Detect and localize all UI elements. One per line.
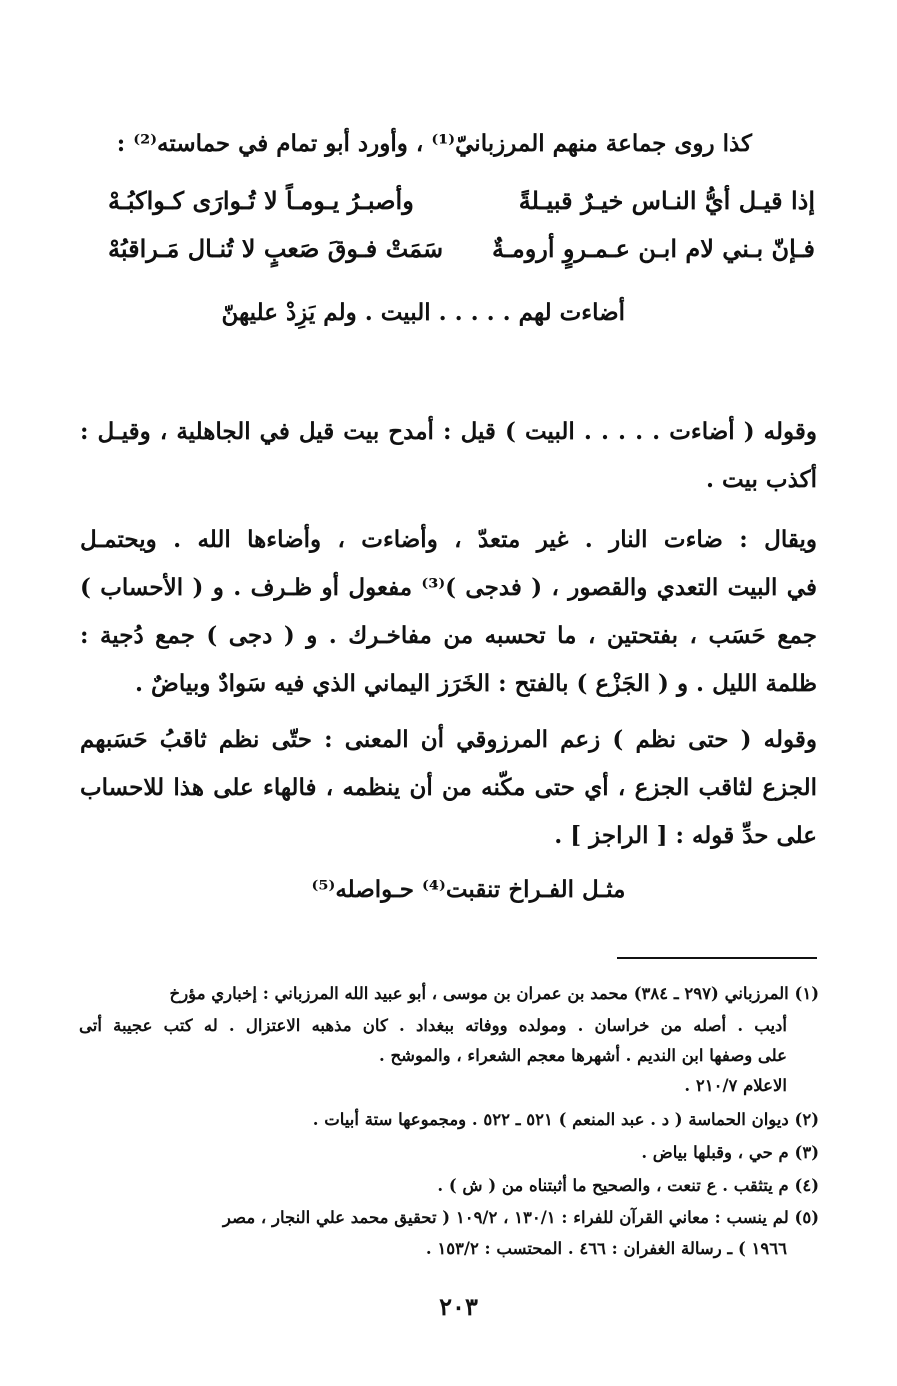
paragraph-line: على حدِّ قوله : [ الراجز ] . <box>554 822 817 849</box>
verse-1-second-hemistich: وأصبـرُ يـومـاً لا تُـوارَى كـواكبُـهْ <box>108 186 414 215</box>
verse-2-first-hemistich: فـإنّ بـني لام ابـن عـمـروٍ أرومـةٌ <box>491 234 815 263</box>
paragraph-line: وقوله ( أضاءت . . . . . البيت ) قيل : أمدح بيت قيل في الجاهلية ، وقيـل : <box>80 418 817 445</box>
paragraph-line: الجزع لثاقب الجزع ، أي حتى مكّنه من أن ينظمه ، فالهاء على هذا للاحساب <box>80 774 817 801</box>
paragraph-line: ويقال : ضاءت النار . غير متعدّ ، وأضاءت ، وأضاءها الله . ويحتمـل <box>80 526 817 553</box>
quoted-verse: مثـل الفـراخ تنقبت⁽⁴⁾ حـواصله⁽⁵⁾ <box>311 876 626 903</box>
footnote-1-continuation: على وصفها ابن النديم . أشهرها معجم الشعراء ، والموشح . <box>379 1046 787 1065</box>
footnote-1: (١) المرزباني (٢٩٧ ـ ٣٨٤) محمد بن عمران بن موسى ، أبو عبيد الله المرزباني : إخباري مؤرخ <box>169 984 819 1003</box>
paragraph-3 <box>80 716 817 860</box>
paragraph-line: في البيت التعدي والقصور ، ( فدجى )⁽³⁾ مفعول أو ظـرف . و ( الأحساب ) <box>80 574 817 601</box>
footnote-1-continuation: الاعلام ٢١٠/٧ . <box>684 1076 787 1095</box>
footnote-4: (٤) م يتثقب . ع تنعت ، والصحيح ما أثبتناه من ( ش ) . <box>437 1176 819 1195</box>
footnote-3: (٣) م حي ، وقبلها بياض . <box>641 1143 819 1162</box>
footnote-5: (٥) لم ينسب : معاني القرآن للفراء : ١٣٠/١ ، ١٠٩/٢ ( تحقيق محمد علي النجار ، مصر <box>222 1208 819 1227</box>
paragraph-2 <box>80 516 817 708</box>
paragraph-line: ظلمة الليل . و ( الجَزْع ) بالفتح : الخَرَز اليماني الذي فيه سَوادٌ وبياضٌ . <box>135 670 817 697</box>
intro-line: كذا روى جماعة منهم المرزبانيّ⁽¹⁾ ، وأورد أبو تمام في حماسته⁽²⁾ : <box>116 130 752 157</box>
verse-2-second-hemistich: سَمَتْ فـوقَ صَعبٍ لا تُنـال مَـراقبُهْ <box>108 234 444 263</box>
footnote-separator <box>617 957 817 959</box>
paragraph-line: أكذب بيت . <box>705 466 817 493</box>
paragraph-line: جمع حَسَب ، بفتحتين ، ما تحسبه من مفاخـرك . و ( دجى ) جمع دُجية : <box>80 622 817 649</box>
footnote-5-continuation: ١٩٦٦ ) ـ رسالة الغفران : ٤٦٦ . المحتسب : ١٥٣/٢ . <box>425 1239 787 1258</box>
verse-1-first-hemistich: إذا قيـل أيُّ النـاس خيـرٌ قبيـلةً <box>518 186 815 215</box>
verse-3: أضاءت لهم . . . . . البيت . ولم يَزِدْ عليهنّ <box>221 299 625 326</box>
footnote-2: (٢) ديوان الحماسة ( د . عبد المنعم ) ٥٢١ ـ ٥٢٢ . ومجموعها ستة أبيات . <box>312 1110 819 1129</box>
paragraph-1 <box>80 408 817 504</box>
page-number: ٢٠٣ <box>439 1292 478 1321</box>
footnote-1-continuation: أديب . أصله من خراسان . ومولده ووفاته ببغداد . كان مذهبه الاعتزال . له كتب عجيبة أتى <box>79 1016 787 1035</box>
paragraph-line: وقوله ( حتى نظم ) زعم المرزوقي أن المعنى : حتّى نظم ثاقبُ حَسَبهم <box>80 726 817 753</box>
